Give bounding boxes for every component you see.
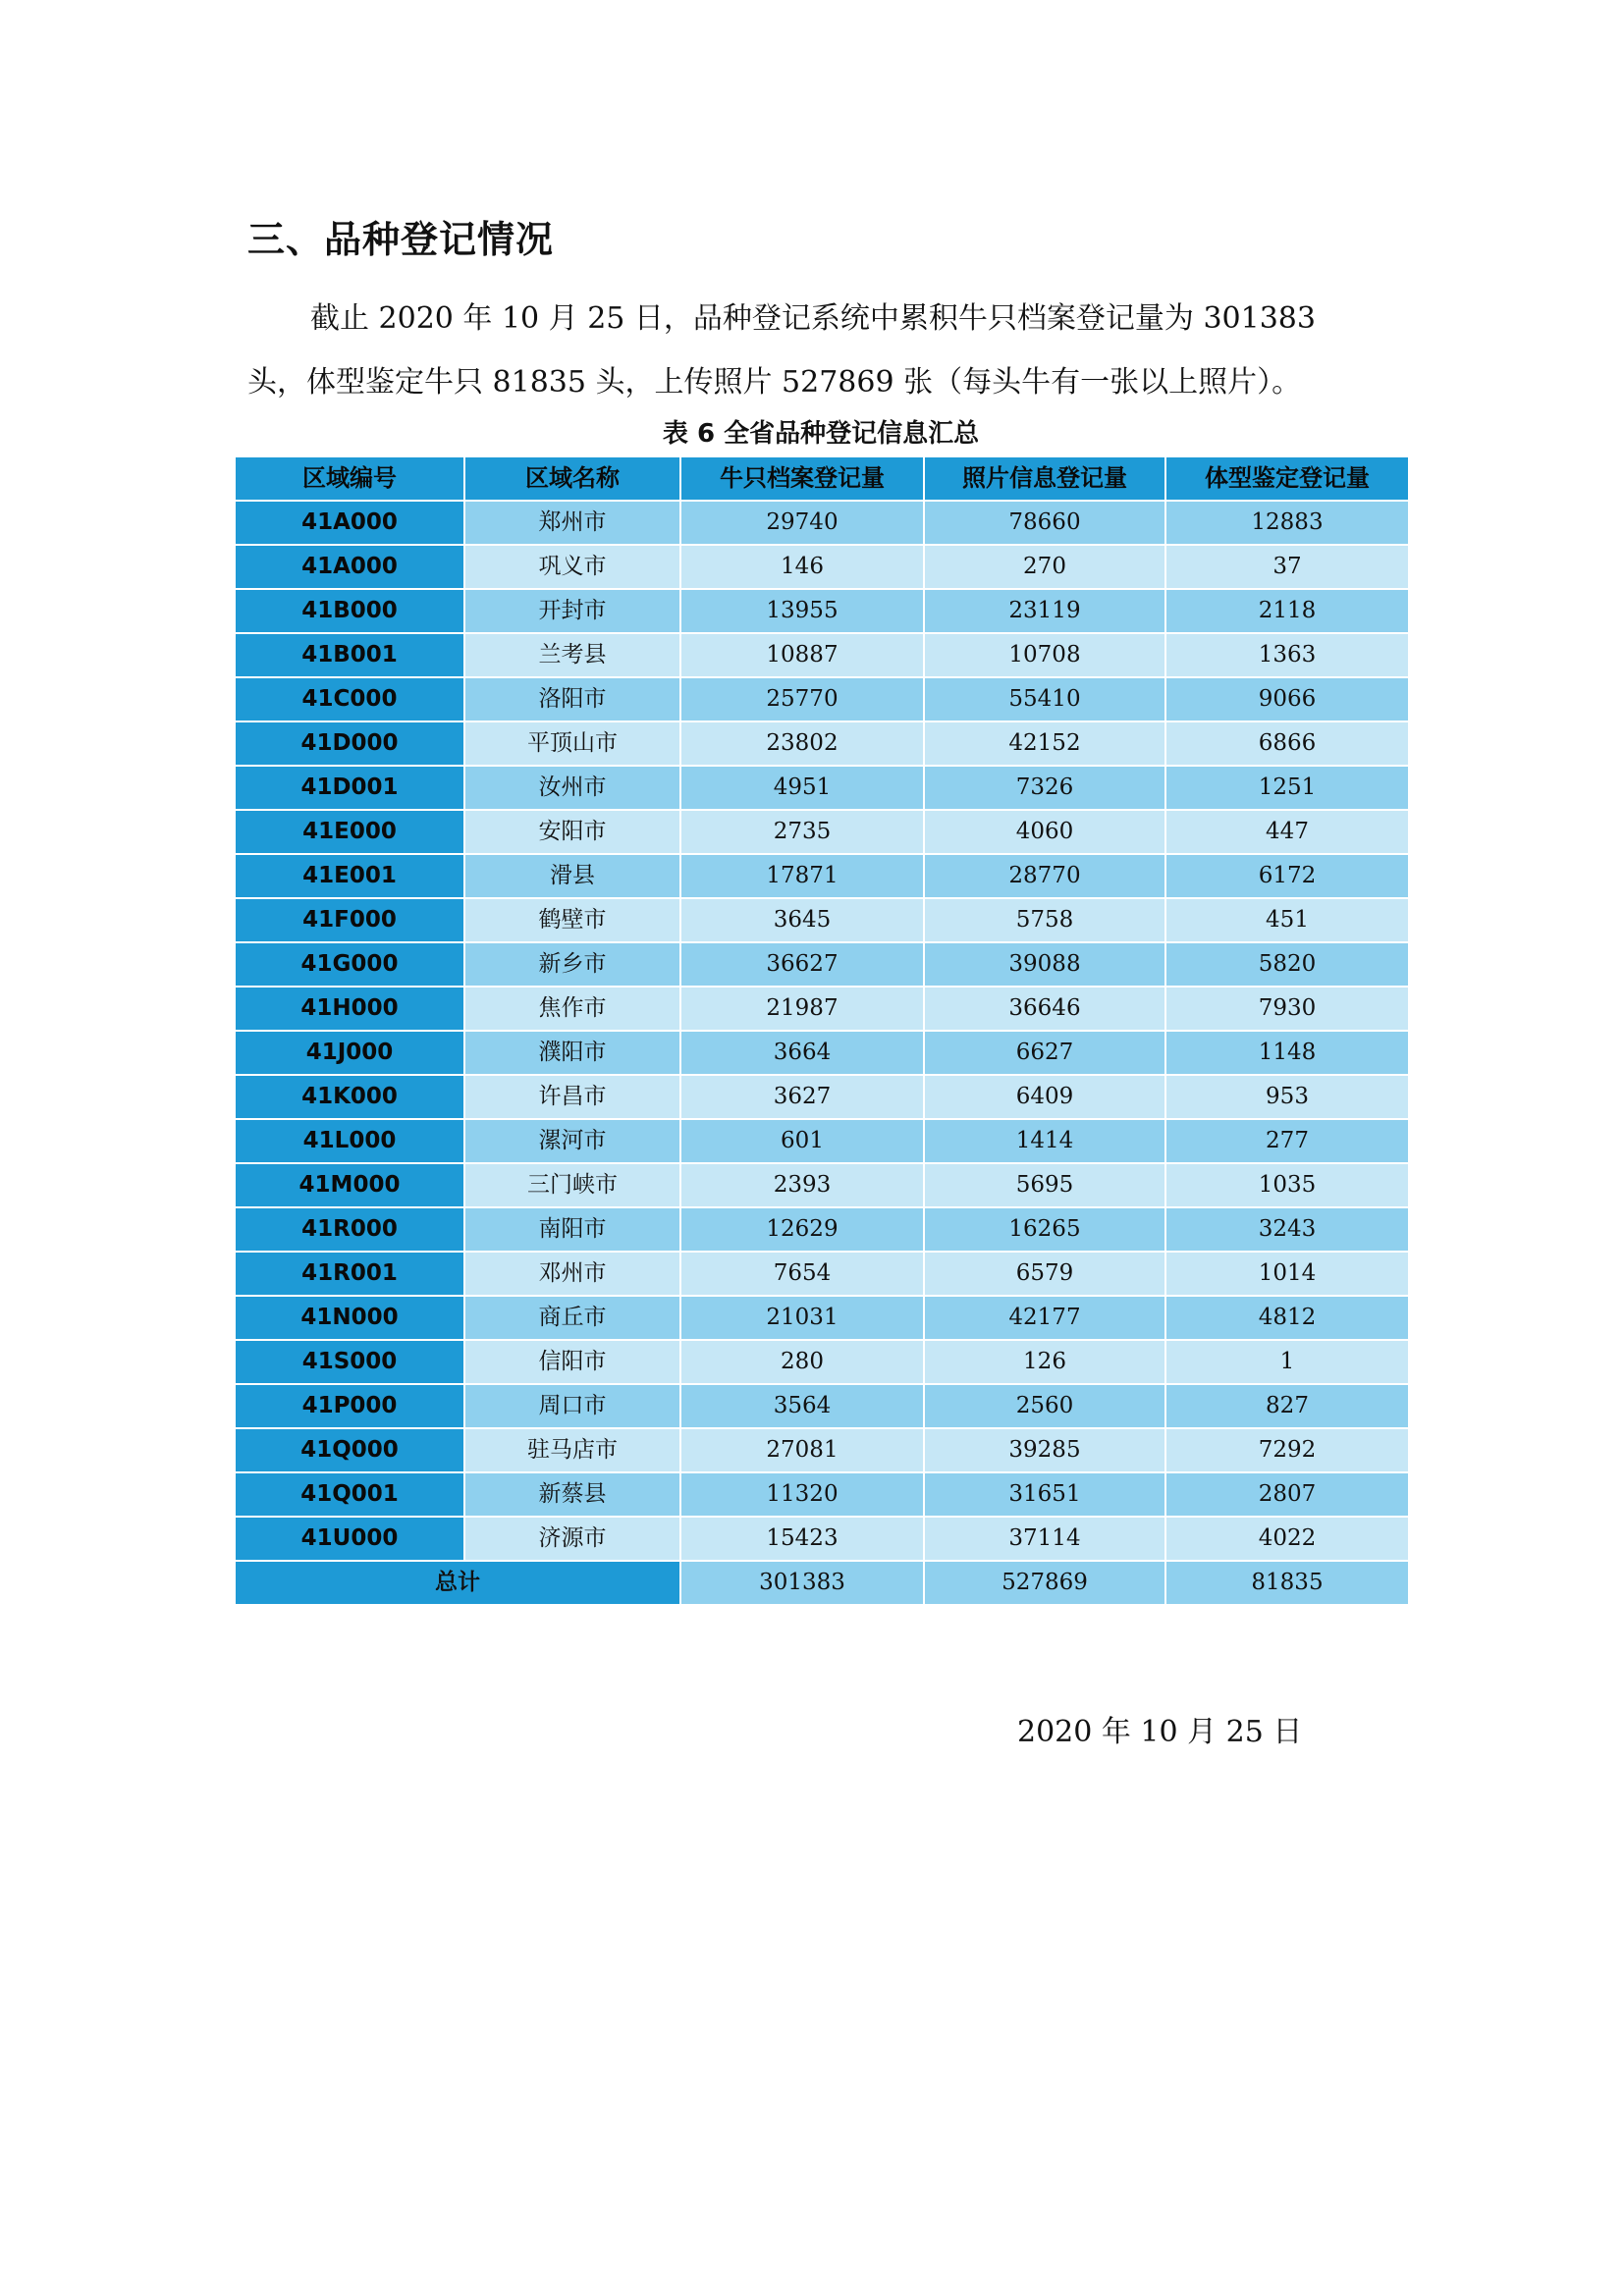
cell-region-name: 平顶山市 [464,721,680,766]
cell-photo-records: 55410 [924,677,1165,721]
table-row [235,1252,1409,1296]
cell-cattle-records: 12629 [680,1207,924,1252]
cell-region-code: 41L000 [235,1119,464,1163]
cell-photo-records: 16265 [924,1207,1165,1252]
table-total-row [235,1561,1409,1605]
cell-cattle-records: 13955 [680,589,924,633]
paragraph-line-2: 头，体型鉴定牛只 81835 头，上传照片 527869 张（每头牛有一张以上照片）。 [247,365,1302,400]
table-body [235,501,1409,1561]
cell-conformation-records: 1148 [1165,1031,1409,1075]
table-row [235,1207,1409,1252]
cell-region-code: 41F000 [235,898,464,942]
cell-region-name: 洛阳市 [464,677,680,721]
cell-conformation-records: 447 [1165,810,1409,854]
cell-photo-records: 6627 [924,1031,1165,1075]
cell-photo-records: 7326 [924,766,1165,810]
cell-cattle-records: 2735 [680,810,924,854]
cell-photo-records: 36646 [924,987,1165,1031]
cell-conformation-records: 3243 [1165,1207,1409,1252]
cell-cattle-records: 23802 [680,721,924,766]
table-row [235,1517,1409,1561]
section-heading: 三、品种登记情况 [247,218,555,261]
cell-photo-records: 1414 [924,1119,1165,1163]
cell-region-name: 汝州市 [464,766,680,810]
cell-region-code: 41C000 [235,677,464,721]
cell-region-name: 滑县 [464,854,680,898]
cell-conformation-records: 37 [1165,545,1409,589]
cell-photo-records: 10708 [924,633,1165,677]
cell-region-code: 41A000 [235,501,464,545]
header-cattle-records: 牛只档案登记量 [680,456,924,501]
cell-region-code: 41H000 [235,987,464,1031]
cell-conformation-records: 2807 [1165,1472,1409,1517]
cell-cattle-records: 3564 [680,1384,924,1428]
cell-conformation-records: 6866 [1165,721,1409,766]
cell-region-name: 商丘市 [464,1296,680,1340]
cell-region-name: 濮阳市 [464,1031,680,1075]
cell-conformation-records: 1363 [1165,633,1409,677]
table-row [235,677,1409,721]
cell-photo-records: 78660 [924,501,1165,545]
cell-photo-records: 23119 [924,589,1165,633]
cell-region-name: 安阳市 [464,810,680,854]
cell-region-name: 新乡市 [464,942,680,987]
cell-region-name: 周口市 [464,1384,680,1428]
table-row [235,898,1409,942]
cell-cattle-records: 25770 [680,677,924,721]
cell-conformation-records: 277 [1165,1119,1409,1163]
cell-cattle-records: 29740 [680,501,924,545]
cell-region-name: 巩义市 [464,545,680,589]
cell-cattle-records: 3664 [680,1031,924,1075]
cell-photo-records: 2560 [924,1384,1165,1428]
table-row [235,1296,1409,1340]
cell-region-code: 41R000 [235,1207,464,1252]
table-row [235,1340,1409,1384]
cell-cattle-records: 36627 [680,942,924,987]
cell-region-code: 41B001 [235,633,464,677]
cell-cattle-records: 21031 [680,1296,924,1340]
cell-photo-records: 5695 [924,1163,1165,1207]
table-row [235,854,1409,898]
cell-conformation-records: 827 [1165,1384,1409,1428]
header-conformation-records: 体型鉴定登记量 [1165,456,1409,501]
cell-conformation-records: 9066 [1165,677,1409,721]
cell-cattle-records: 2393 [680,1163,924,1207]
cell-region-code: 41G000 [235,942,464,987]
cell-photo-records: 28770 [924,854,1165,898]
cell-photo-records: 39285 [924,1428,1165,1472]
table-row [235,1384,1409,1428]
cell-photo-records: 39088 [924,942,1165,987]
cell-cattle-records: 27081 [680,1428,924,1472]
cell-conformation-records: 12883 [1165,501,1409,545]
cell-region-code: 41P000 [235,1384,464,1428]
cell-conformation-records: 6172 [1165,854,1409,898]
cell-cattle-records: 4951 [680,766,924,810]
table-row [235,1075,1409,1119]
table-row [235,987,1409,1031]
cell-conformation-records: 2118 [1165,589,1409,633]
cell-conformation-records: 1251 [1165,766,1409,810]
cell-region-code: 41E000 [235,810,464,854]
registration-summary-table [234,455,1410,1606]
cell-photo-records: 6409 [924,1075,1165,1119]
cell-cattle-records: 601 [680,1119,924,1163]
cell-cattle-records: 17871 [680,854,924,898]
cell-photo-records: 270 [924,545,1165,589]
cell-region-name: 济源市 [464,1517,680,1561]
cell-region-code: 41K000 [235,1075,464,1119]
table-caption: 表 6 全省品种登记信息汇总 [662,419,980,449]
cell-region-code: 41M000 [235,1163,464,1207]
cell-region-code: 41S000 [235,1340,464,1384]
cell-cattle-records: 21987 [680,987,924,1031]
cell-region-name: 焦作市 [464,987,680,1031]
cell-conformation-records: 7930 [1165,987,1409,1031]
cell-conformation-records: 953 [1165,1075,1409,1119]
table-row [235,1472,1409,1517]
cell-photo-records: 6579 [924,1252,1165,1296]
document-date: 2020 年 10 月 25 日 [1017,1715,1303,1749]
cell-region-code: 41R001 [235,1252,464,1296]
cell-photo-records: 31651 [924,1472,1165,1517]
cell-conformation-records: 1035 [1165,1163,1409,1207]
summary-paragraph [247,287,1386,414]
paragraph-line-1: 截止 2020 年 10 月 25 日，品种登记系统中累积牛只档案登记量为 301383 [310,301,1316,336]
table-row [235,1119,1409,1163]
table-row [235,545,1409,589]
cell-cattle-records: 3627 [680,1075,924,1119]
cell-region-code: 41Q001 [235,1472,464,1517]
table-row [235,1428,1409,1472]
cell-region-name: 兰考县 [464,633,680,677]
cell-conformation-records: 1014 [1165,1252,1409,1296]
cell-cattle-records: 3645 [680,898,924,942]
table-row [235,501,1409,545]
cell-region-name: 鹤壁市 [464,898,680,942]
cell-region-name: 漯河市 [464,1119,680,1163]
cell-cattle-records: 146 [680,545,924,589]
cell-region-code: 41Q000 [235,1428,464,1472]
cell-conformation-records: 7292 [1165,1428,1409,1472]
table-row [235,589,1409,633]
cell-conformation-records: 5820 [1165,942,1409,987]
cell-region-name: 新蔡县 [464,1472,680,1517]
total-label: 总计 [235,1561,680,1605]
table-header-row [235,456,1409,501]
table-row [235,810,1409,854]
cell-region-name: 三门峡市 [464,1163,680,1207]
cell-cattle-records: 280 [680,1340,924,1384]
cell-region-name: 信阳市 [464,1340,680,1384]
cell-cattle-records: 10887 [680,633,924,677]
cell-region-code: 41J000 [235,1031,464,1075]
cell-region-name: 郑州市 [464,501,680,545]
cell-region-name: 许昌市 [464,1075,680,1119]
cell-cattle-records: 7654 [680,1252,924,1296]
total-conformation-records: 81835 [1165,1561,1409,1605]
cell-region-code: 41E001 [235,854,464,898]
table-row [235,942,1409,987]
cell-photo-records: 37114 [924,1517,1165,1561]
cell-region-name: 邓州市 [464,1252,680,1296]
table-row [235,766,1409,810]
cell-region-code: 41D001 [235,766,464,810]
table-row [235,633,1409,677]
cell-region-name: 开封市 [464,589,680,633]
total-cattle-records: 301383 [680,1561,924,1605]
header-region-code: 区域编号 [235,456,464,501]
cell-photo-records: 5758 [924,898,1165,942]
cell-photo-records: 126 [924,1340,1165,1384]
cell-region-name: 南阳市 [464,1207,680,1252]
total-photo-records: 527869 [924,1561,1165,1605]
cell-region-code: 41A000 [235,545,464,589]
cell-region-name: 驻马店市 [464,1428,680,1472]
cell-conformation-records: 1 [1165,1340,1409,1384]
cell-conformation-records: 4812 [1165,1296,1409,1340]
cell-cattle-records: 11320 [680,1472,924,1517]
table-row [235,721,1409,766]
cell-region-code: 41N000 [235,1296,464,1340]
table-row [235,1031,1409,1075]
cell-cattle-records: 15423 [680,1517,924,1561]
cell-conformation-records: 4022 [1165,1517,1409,1561]
cell-photo-records: 42152 [924,721,1165,766]
cell-region-code: 41D000 [235,721,464,766]
header-region-name: 区域名称 [464,456,680,501]
header-photo-records: 照片信息登记量 [924,456,1165,501]
cell-photo-records: 42177 [924,1296,1165,1340]
cell-region-code: 41U000 [235,1517,464,1561]
cell-conformation-records: 451 [1165,898,1409,942]
cell-photo-records: 4060 [924,810,1165,854]
cell-region-code: 41B000 [235,589,464,633]
table-row [235,1163,1409,1207]
